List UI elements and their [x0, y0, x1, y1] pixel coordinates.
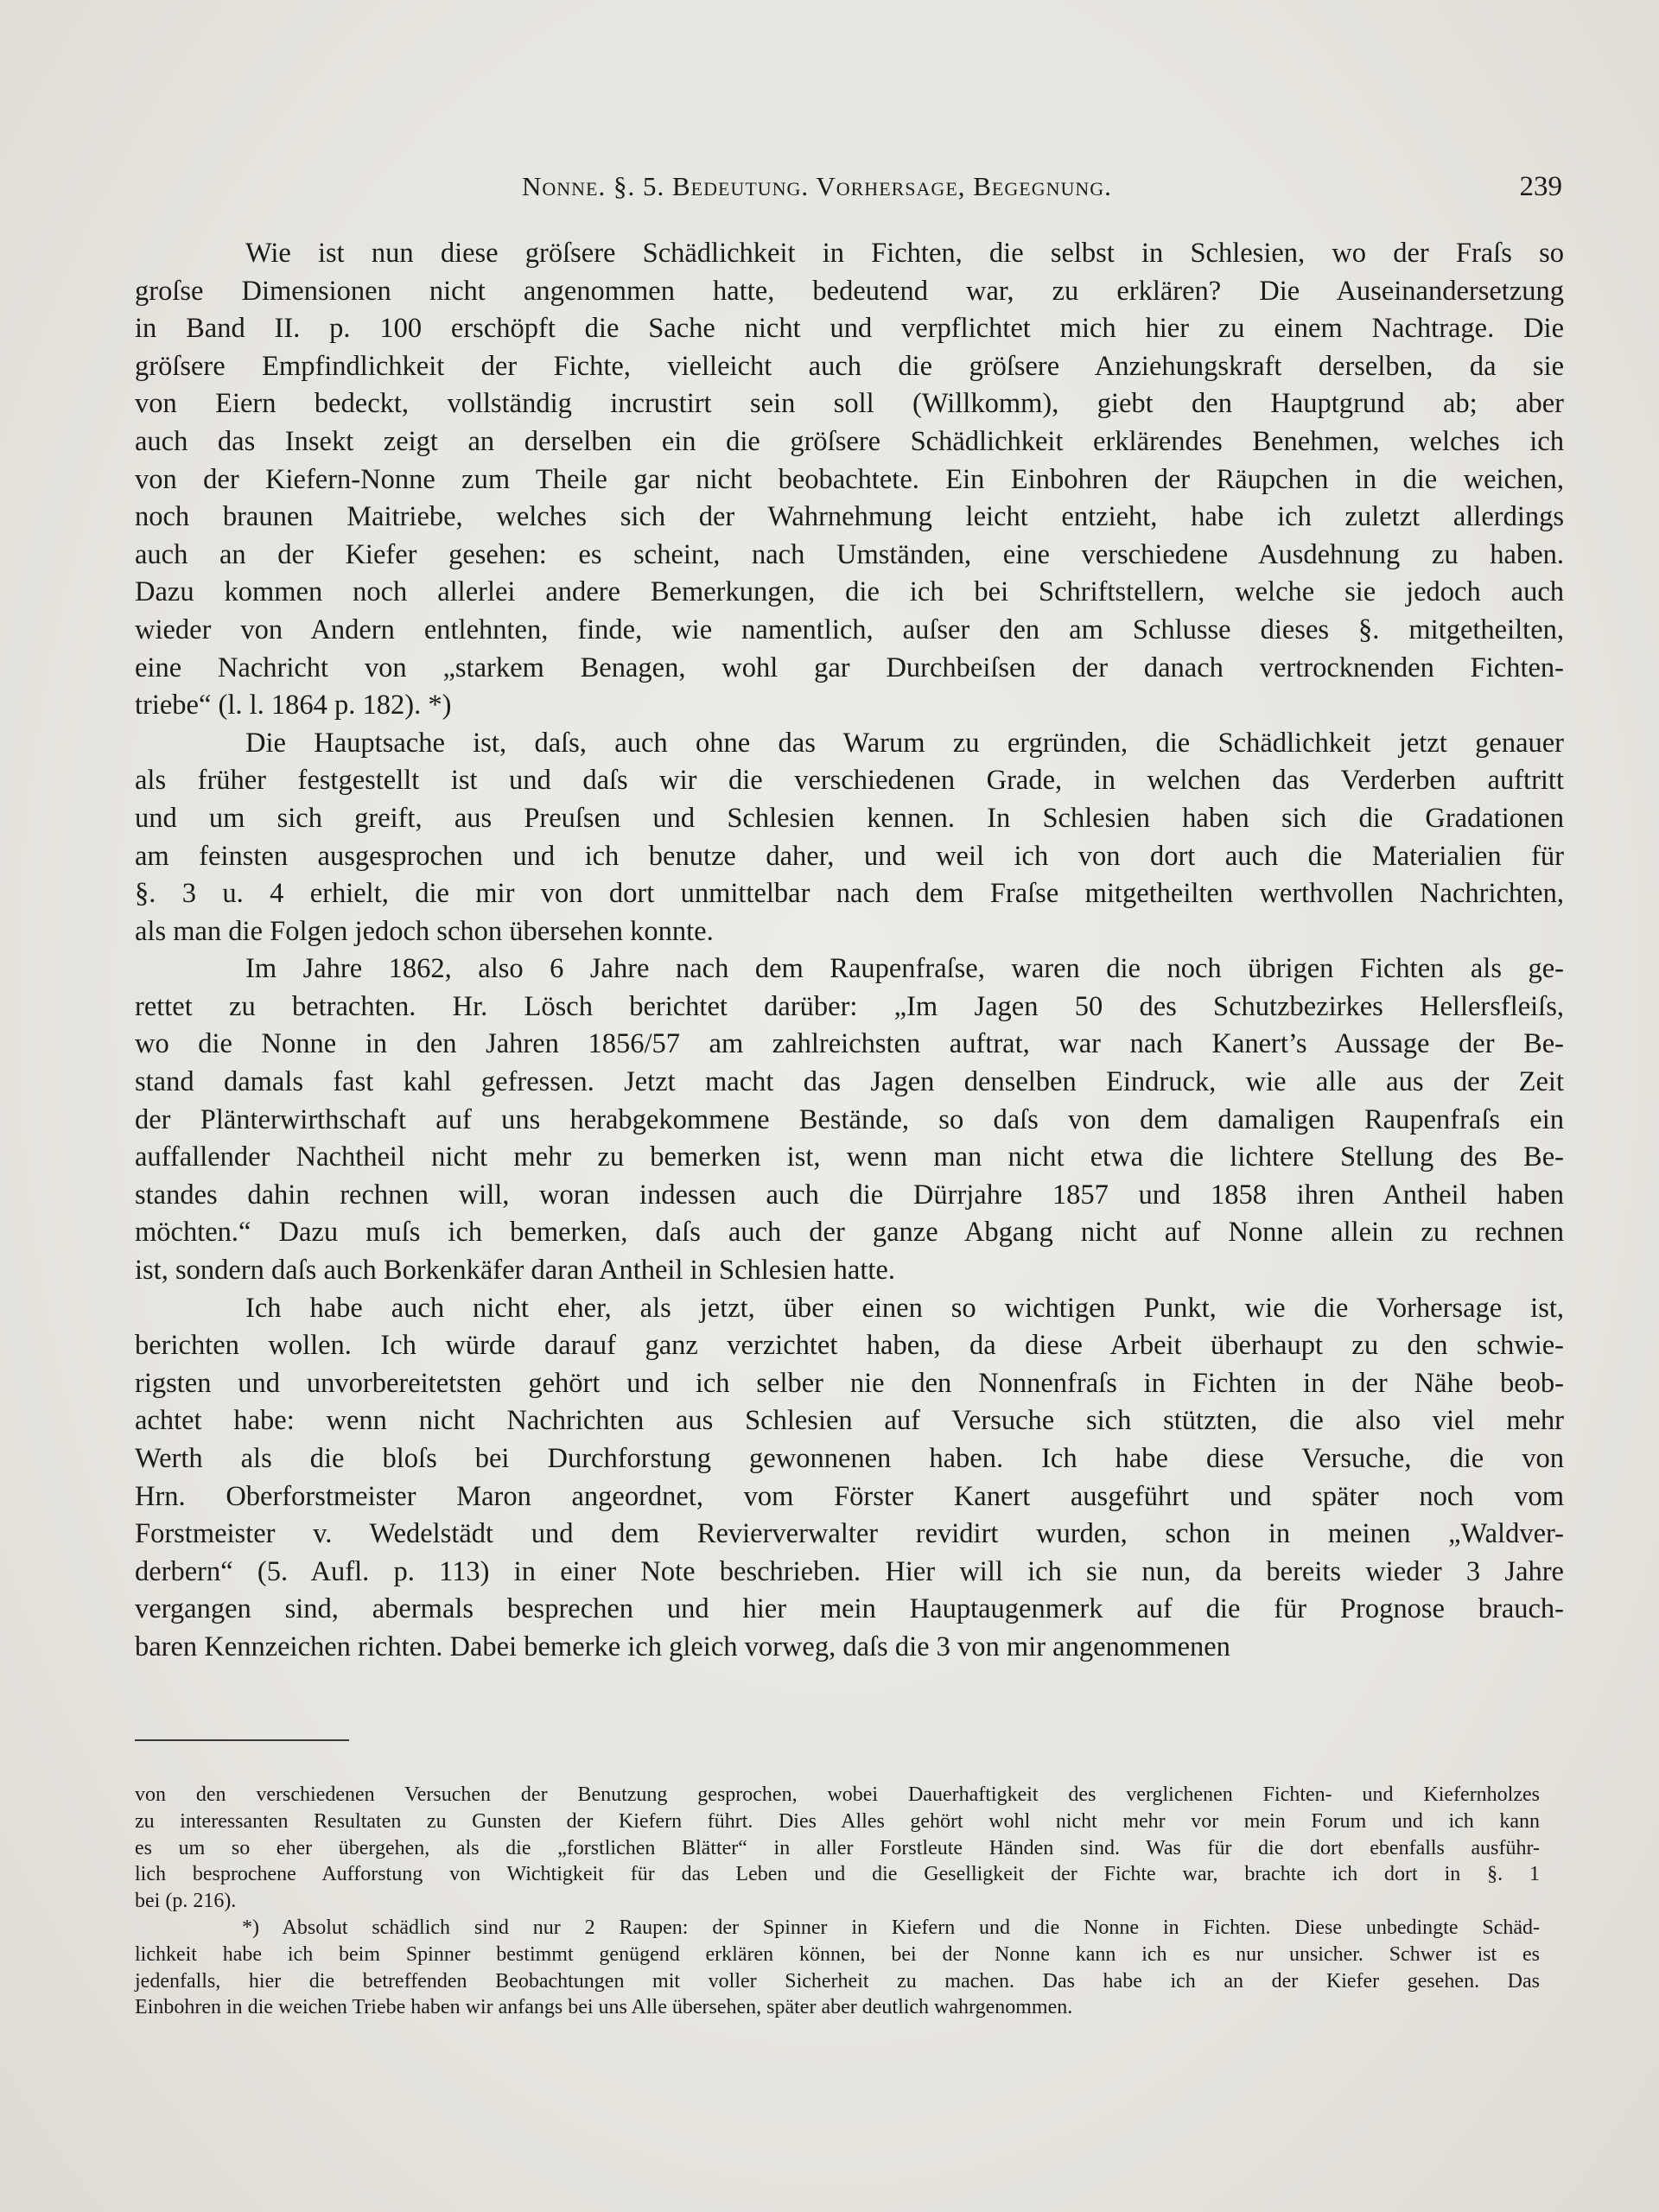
text-line: Die Hauptsache ist, daſs, auch ohne das Warum zu ergründen, die Schädlichkeit jetzt genauer	[245, 727, 1564, 759]
footnote-line: von den verschiedenen Versuchen der Benutzung gesprochen, wobei Dauerhaftigkeit des verglichenen Fichten- und Kiefernholzes	[135, 1783, 1540, 1806]
text-line: von Eiern bedeckt, vollständig incrustirt sein soll (Willkomm), giebt den Hauptgrund ab; aber	[135, 388, 1564, 420]
text-line: von der Kiefern-Nonne zum Theile gar nicht beobachtete. Ein Einbohren der Räupchen in die weichen,	[135, 463, 1564, 495]
paragraph-3	[135, 950, 1564, 1289]
text-line: am feinsten ausgesprochen und ich benutze daher, und weil ich von dort auch die Materialien für	[135, 840, 1564, 872]
text-line: der Plänterwirthschaft auf uns herabgekommene Bestände, so daſs von dem damaligen Raupenfraſs ein	[135, 1103, 1564, 1135]
paragraph-1	[135, 235, 1564, 725]
text-line: derbern“ (5. Aufl. p. 113) in einer Note beschrieben. Hier will ich sie nun, da bereits wieder 3 Jahre	[135, 1555, 1564, 1587]
text-line: triebe“ (l. l. 1864 p. 182). *)	[135, 690, 452, 721]
footnote-line: Einbohren in die weichen Triebe haben wir anfangs bei uns Alle übersehen, später aber deutlich wahrgenommen.	[135, 1996, 1073, 2019]
text-line: gröſsere Empfindlichkeit der Fichte, vielleicht auch die gröſsere Anziehungskraft derselben, da sie	[135, 350, 1564, 382]
footnote-line: bei (p. 216).	[135, 1890, 237, 1913]
text-line: stand damals fast kahl gefressen. Jetzt macht das Jagen denselben Eindruck, wie alle aus der Zeit	[135, 1066, 1564, 1098]
footnote-rule	[135, 1739, 349, 1741]
text-line: rigsten und unvorbereitetsten gehört und ich selber nie den Nonnenfraſs in Fichten in der Nähe beob-	[135, 1367, 1564, 1399]
text-line: rettet zu betrachten. Hr. Lösch berichtet darüber: „Im Jagen 50 des Schutzbezirkes Hellersfleiſs,	[135, 990, 1564, 1022]
page-header	[0, 171, 1659, 223]
text-line: achtet habe: wenn nicht Nachrichten aus Schlesien auf Versuche sich stützten, die also viel mehr	[135, 1405, 1564, 1437]
text-line: Dazu kommen noch allerlei andere Bemerkungen, die ich bei Schriftstellern, welche sie jedoch auch	[135, 576, 1564, 608]
text-line: standes dahin rechnen will, woran indessen auch die Dürrjahre 1857 und 1858 ihren Antheil haben	[135, 1179, 1564, 1211]
text-line: Im Jahre 1862, also 6 Jahre nach dem Raupenfraſse, waren die noch übrigen Fichten als ge-	[245, 953, 1564, 985]
text-line: noch braunen Maitriebe, welches sich der Wahrnehmung leicht entzieht, habe ich zuletzt allerdings	[135, 501, 1564, 533]
text-line: Wie ist nun diese gröſsere Schädlichkeit in Fichten, die selbst in Schlesien, wo der Fraſs so	[245, 238, 1564, 269]
text-line: möchten.“ Dazu muſs ich bemerken, daſs auch der ganze Abgang nicht auf Nonne allein zu rechnen	[135, 1217, 1564, 1249]
text-line: Hrn. Oberforstmeister Maron angeordnet, vom Förster Kanert ausgeführt und später noch vom	[135, 1480, 1564, 1512]
footnote-line: zu interessanten Resultaten zu Gunsten der Kiefern führt. Dies Alles gehört wohl nicht mehr vor mein Forum und ich kann	[135, 1809, 1540, 1833]
text-line: auch an der Kiefer gesehen: es scheint, nach Umständen, eine verschiedene Ausdehnung zu haben.	[135, 538, 1564, 570]
footnote-line: lichkeit habe ich beim Spinner bestimmt genügend erklären können, bei der Nonne kann ich es nur unsicher. Schwer ist es	[135, 1942, 1540, 1966]
footnote-line: *) Absolut schädlich sind nur 2 Raupen: der Spinner in Kiefern und die Nonne in Fichten. Diese unbedingte Schäd-	[242, 1916, 1540, 1939]
text-line: groſse Dimensionen nicht angenommen hatte, bedeutend war, zu erklären? Die Auseinandersetzung	[135, 275, 1564, 307]
running-head: Nonne. §. 5. Bedeutung. Vorhersage, Begegnung.	[522, 171, 1112, 201]
text-line: ist, sondern daſs auch Borkenkäfer daran Antheil in Schlesien hatte.	[135, 1255, 895, 1287]
text-line: Ich habe auch nicht eher, als jetzt, über einen so wichtigen Punkt, wie die Vorhersage ist,	[245, 1292, 1564, 1324]
text-line: auffallender Nachtheil nicht mehr zu bemerken ist, wenn man nicht etwa die lichtere Stellung des Be-	[135, 1141, 1564, 1173]
footnote-line: lich besprochene Aufforstung von Wichtigkeit für das Leben und die Geselligkeit der Fichte war, brachte ich dort in §. 1	[135, 1863, 1540, 1886]
text-line: berichten wollen. Ich würde darauf ganz verzichtet haben, da diese Arbeit überhaupt zu den schwie-	[135, 1330, 1564, 1362]
footnote-continuation	[135, 1782, 1540, 1915]
footnotes	[135, 1782, 1540, 2021]
text-line: baren Kennzeichen richten. Dabei bemerke ich gleich vorweg, daſs die 3 von mir angenommenen	[135, 1630, 1230, 1662]
paragraph-4	[135, 1290, 1564, 1667]
text-line: als man die Folgen jedoch schon übersehen konnte.	[135, 915, 714, 947]
text-line: eine Nachricht von „starkem Benagen, wohl gar Durchbeiſsen der danach vertrocknenden Fichten-	[135, 652, 1564, 683]
text-line: vergangen sind, abermals besprechen und hier mein Hauptaugenmerk auf die für Prognose brauch-	[135, 1593, 1564, 1625]
footnote-asterisk	[135, 1915, 1540, 2021]
footnote-line: es um so eher übergehen, als die „forstlichen Blätter“ in aller Forstleute Händen sind. Was für die dort ebenfalls ausführ-	[135, 1836, 1540, 1859]
text-line: wieder von Andern entlehnten, finde, wie namentlich, auſser den am Schlusse dieses §. mitgetheilten,	[135, 613, 1564, 645]
text-line: §. 3 u. 4 erhielt, die mir von dort unmittelbar nach dem Fraſse mitgetheilten werthvollen Nachrichten,	[135, 878, 1564, 910]
text-line: Forstmeister v. Wedelstädt und dem Revierverwalter revidirt wurden, schon in meinen „Waldver-	[135, 1518, 1564, 1550]
text-line: Werth als die bloſs bei Durchforstung gewonnenen haben. Ich habe diese Versuche, die von	[135, 1443, 1564, 1474]
paragraph-2	[135, 725, 1564, 951]
text-line: wo die Nonne in den Jahren 1856/57 am zahlreichsten auftrat, war nach Kanert’s Aussage der Be-	[135, 1028, 1564, 1060]
text-line: auch das Insekt zeigt an derselben ein die gröſsere Schädlichkeit erklärendes Benehmen, welches ich	[135, 425, 1564, 457]
text-line: und um sich greift, aus Preuſsen und Schlesien kennen. In Schlesien haben sich die Gradationen	[135, 802, 1564, 834]
text-line: als früher festgestellt ist und daſs wir die verschiedenen Grade, in welchen das Verderben auftritt	[135, 765, 1564, 797]
text-line: in Band II. p. 100 erschöpft die Sache nicht und verpflichtet mich hier zu einem Nachtrage. Die	[135, 313, 1564, 345]
main-text	[135, 235, 1564, 1667]
footnote-line: jedenfalls, hier die betreffenden Beobachtungen mit voller Sicherheit zu machen. Das habe ich an der Kiefer gesehen. Das	[135, 1969, 1540, 1993]
page-number: 239	[1519, 171, 1562, 202]
